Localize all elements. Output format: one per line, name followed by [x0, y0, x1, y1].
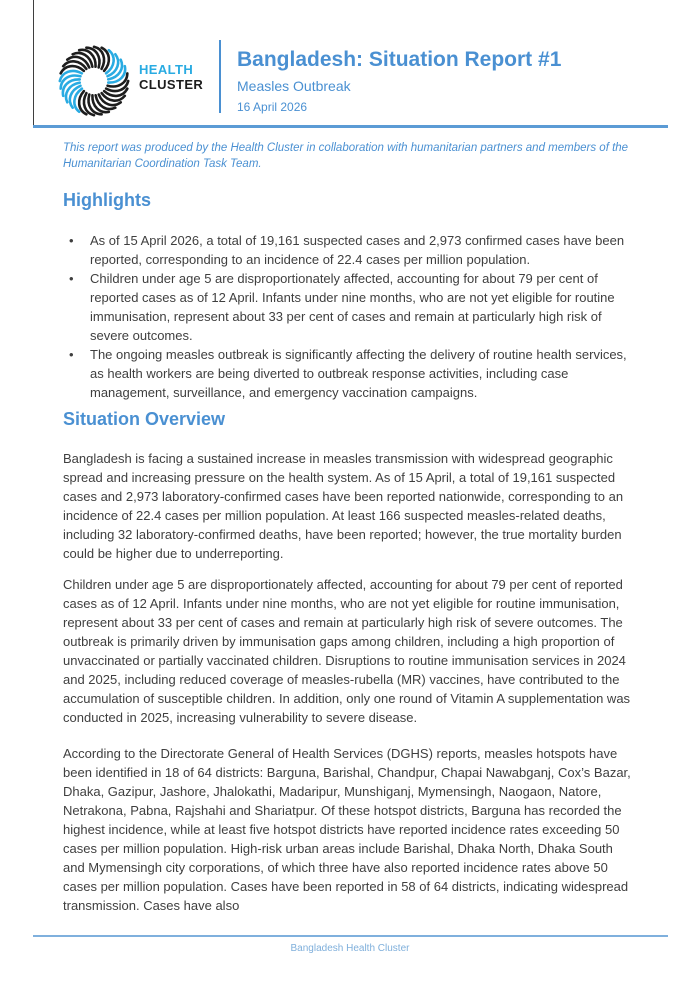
situation-paragraph: Bangladesh is facing a sustained increase in measles transmission with widespread geographic spread and increasing pressure on the health system. As of 15 April, a total of 19,161 suspected cases and 2,973 laboratory-confirmed cases have been reported nationwide, corresponding to an incidence of 22.4 cases per million population. At least 166 suspected measles-related deaths, including 32 laboratory-confirmed deaths, have been reported; however, the true mortality burden could be higher due to underreporting. — [63, 451, 624, 561]
highlights-heading: Highlights — [63, 190, 151, 210]
report-title: Bangladesh: Situation Report #1 — [237, 48, 562, 71]
highlight-bullet: • The ongoing measles outbreak is significantly affecting the delivery of routine health services, as health workers are being diverted to outbreak response activities, including case management, surveillance, and emergency vaccination campaigns. — [63, 345, 637, 402]
footer-rule — [33, 935, 668, 937]
highlights-list — [63, 231, 637, 402]
highlight-bullet: • As of 15 April 2026, a total of 19,161 suspected cases and 2,973 confirmed cases have been reported, corresponding to an incidence of 22.4 cases per million population. — [63, 231, 637, 269]
situation-overview-heading: Situation Overview — [63, 409, 226, 429]
disclaimer-text: This report was produced by the Health Cluster in collaboration with humanitarian partners and members of the Humanitarian Coordination Task Team. — [63, 142, 629, 170]
report-date: 16 April 2026 — [237, 100, 308, 114]
report-body — [63, 0, 637, 915]
footer-text: Bangladesh Health Cluster — [290, 943, 410, 954]
logo-word-health: HEALTH — [139, 62, 194, 77]
situation-paragraph: According to the Directorate General of Health Services (DGHS) reports, measles hotspots have been identified in 18 of 64 districts: Barguna, Barishal, Chandpur, Chapai Nawabganj, Cox’s Bazar, Dhaka, Gazipur, Jashore, Jhalokathi, Madaripur, Munshiganj, Mymensingh, Naogaon, Natore, Netrakona, Pabna, Rajshahi and Shariatpur. Of these hotspot districts, Barguna has recorded the highest incidence, while at least five hotspot districts have reported incidence rates exceeding 50 cases per million population. High-risk urban areas include Barishal, Dhaka North, Dhaka South and Mymensingh city corporations, of which three have also reported incidence rates above 50 cases per million population. Cases have been reported in 58 of 64 districts, indicating widespread transmission. Cases have also — [63, 746, 631, 913]
situation-paragraph: Children under age 5 are disproportionately affected, accounting for about 79 per cent of reported cases as of 12 April. Infants under nine months, who are not yet eligible for routine immunisation, represent about 33 per cent of cases and remain at particularly high risk of severe outcomes. The outbreak is primarily driven by immunisation gaps among children, including a high proportion of unvaccinated or partially vaccinated children. Disruptions to routine immunisation services in 2024 and 2025, including reduced coverage of measles-rubella (MR) vaccines, have contributed to the accumulation of susceptible children. In addition, only one round of Vitamin A supplementation was conducted in 2025, increasing vulnerability to severe disease. — [63, 577, 631, 725]
logo-word-cluster: CLUSTER — [139, 77, 204, 92]
header-left-border — [33, 0, 34, 125]
report-subtitle: Measles Outbreak — [237, 78, 351, 94]
highlight-bullet: • Children under age 5 are disproportionately affected, accounting for about 79 per cent of reported cases as of 12 April. Infants under nine months, who are not yet eligible for routine immunisation, represent about 33 per cent of cases and remain at particularly high risk of severe outcomes. — [63, 269, 637, 345]
